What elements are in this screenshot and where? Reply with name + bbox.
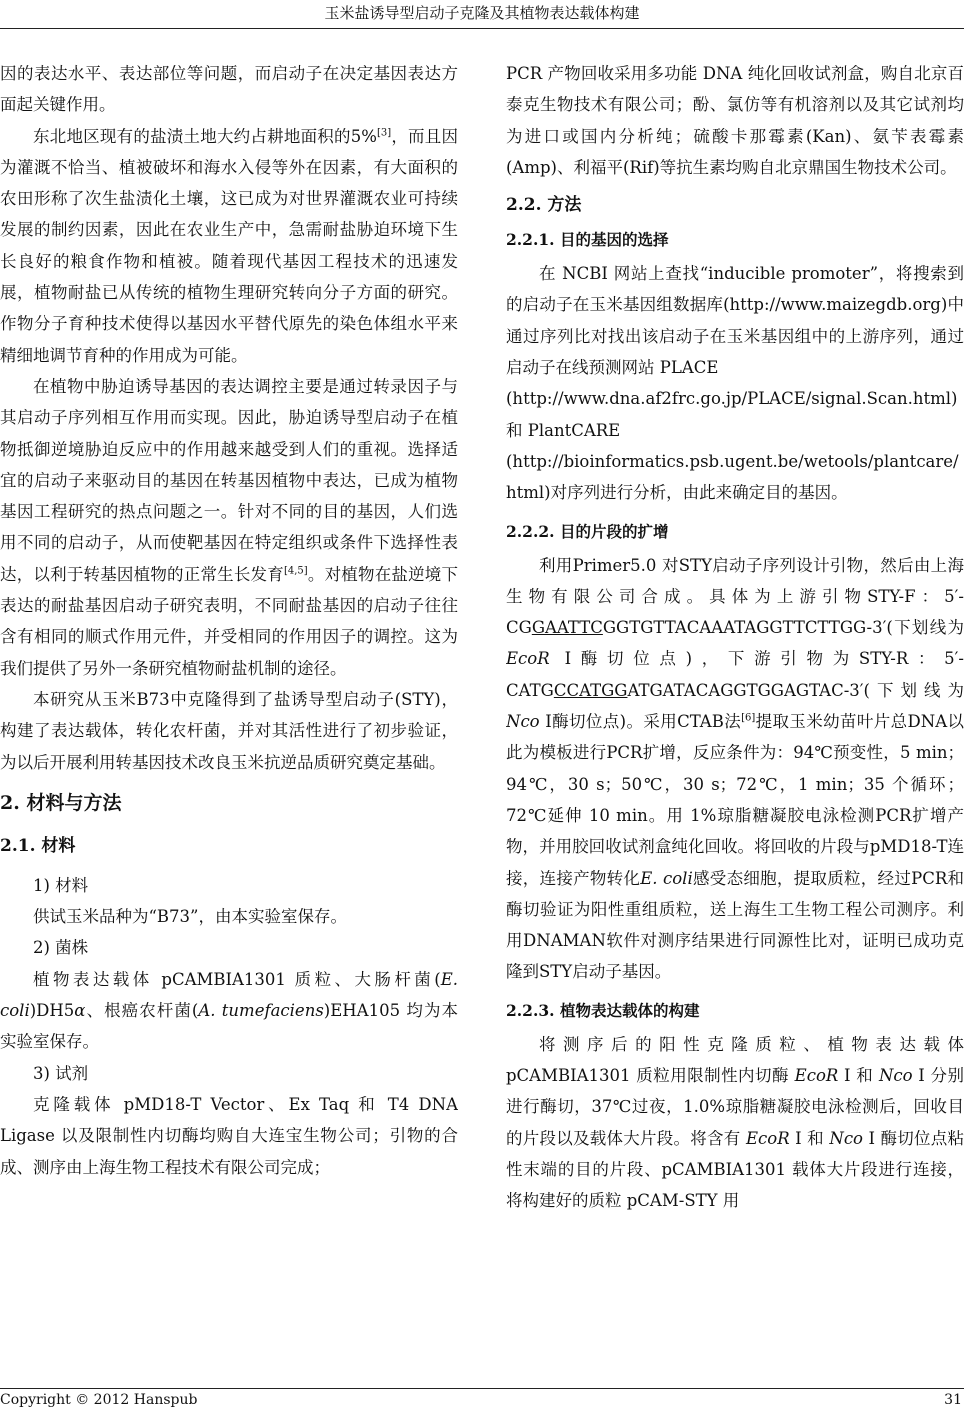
enzyme-name: Nco bbox=[506, 712, 540, 732]
restriction-site: CCATGG bbox=[553, 680, 628, 700]
text-run: 、根癌农杆菌( bbox=[85, 1001, 199, 1021]
section-heading: 2. 材料与方法 bbox=[0, 791, 122, 814]
symbol: α bbox=[74, 1001, 86, 1021]
paragraph bbox=[0, 964, 458, 1058]
species-name: E. coli bbox=[0, 969, 458, 1021]
left-column bbox=[0, 58, 458, 1358]
url-link[interactable]: (http://bioinformatics.psb.ugent.be/wetools/plantcare/html) bbox=[506, 451, 959, 503]
text-run: I 酶切位点粘性末端的目的片段、pCAMBIA1301 载体大片段进行连接，将构建好的质粒 pCAM-STY 用 bbox=[506, 1128, 964, 1211]
list-item-label: 2) 菌株 bbox=[33, 938, 89, 958]
subsubsection-heading: 2.2.3. 植物表达载体的构建 bbox=[506, 1000, 700, 1020]
text-run: 感受态细胞，提取质粒，经过PCR和酶切验证为阳性重组质粒，送上海生工生物工程公司测序。利用DNAMAN软件对测序结果进行同源性比对，证明已成功克隆到STY启动子基因。 bbox=[506, 868, 964, 982]
text-run: )EHA105 均为本实验室保存。 bbox=[0, 1001, 458, 1052]
right-column bbox=[506, 58, 964, 1358]
text-run: 东北地区现有的盐渍土地大约占耕地面积的5% bbox=[33, 126, 377, 146]
text-run: I 和 bbox=[789, 1128, 830, 1148]
species-name: A. tumefaciens bbox=[198, 1001, 324, 1021]
url-link[interactable]: (http://www.maizegdb.org) bbox=[723, 295, 948, 315]
paragraph bbox=[0, 371, 458, 684]
text-run: I 和 bbox=[838, 1066, 879, 1086]
text-run: 将测序后的阳性克隆质粒、植物表达载体 pCAMBIA1301 质粒用限制性内切酶 bbox=[506, 1034, 964, 1086]
enzyme-name: EcoR bbox=[745, 1128, 790, 1148]
paragraph: 供试玉米品种为“B73”，由本实验室保存。 bbox=[33, 907, 347, 927]
text-run: 对序列进行分析，由此来确定目的基因。 bbox=[550, 483, 848, 503]
text-run: GGTGTTACAAATAGGTTCTTGG-3′(下划线为 bbox=[602, 618, 964, 638]
restriction-site: GAATTC bbox=[531, 618, 603, 638]
species-name: E. coli bbox=[640, 868, 693, 888]
paragraph bbox=[506, 1029, 964, 1217]
subsubsection-heading: 2.2.2. 目的片段的扩增 bbox=[506, 521, 669, 541]
text-run: I酶切位点)，下游引物为STY-R：5′-CATG bbox=[506, 649, 964, 700]
text-run: ，而且因为灌溉不恰当、植被破坏和海水入侵等外在因素，有大面积的农田形称了次生盐渍化土壤，这已成为对世界灌溉农业可持续发展的制约因素，因此在农业生产中，急需耐盐胁迫环境下生长良好的粮食作物和植被。随着现代基因工程技术的迅速发展，植物耐盐已从传统的植物生理研究转向分子方面的研究。作物分子育种技术使得以基因水平替代原先的染色体组水平来精细地调节育种的作用成为可能。 bbox=[0, 126, 458, 365]
url-link[interactable]: (http://www.dna.af2frc.go.jp/PLACE/signal.Scan.html) bbox=[506, 389, 958, 409]
subsection-heading: 2.2. 方法 bbox=[506, 195, 582, 216]
text-run: I酶切位点)。采用CTAB法 bbox=[539, 712, 742, 732]
paragraph bbox=[0, 121, 458, 371]
paragraph: 本研究从玉米B73中克隆得到了盐诱导型启动子(STY)，构建了表达载体，转化农杆菌，并对其活性进行了初步验证，为以后开展利用转基因技术改良玉米抗逆品质研究奠定基础。 bbox=[0, 689, 458, 772]
text-run: 提取玉米幼苗叶片总DNA以此为模板进行PCR扩增，反应条件为：94℃预变性，5 min；94℃，30 s；50℃，30 s；72℃，1 min；35 个循环；72℃延伸 10 min。用 1%琼脂糖凝胶电泳检测PCR扩增产物，并用胶回收试剂盒纯化回收。将回收的片段与pMD18-T连接，连接产物转化 bbox=[506, 712, 964, 888]
paragraph bbox=[506, 550, 964, 988]
paragraph: 因的表达水平、表达部位等问题，而启动子在决定基因表达方面起关键作用。 bbox=[0, 64, 458, 115]
enzyme-name: Nco bbox=[829, 1128, 863, 1148]
enzyme-name: Nco bbox=[878, 1066, 913, 1086]
list-item-label: 1) 材料 bbox=[33, 875, 89, 895]
text-run: 在植物中胁迫诱导基因的表达调控主要是通过转录因子与其启动子序列相互作用而实现。因此，胁迫诱导型启动子在植物抵御逆境胁迫反应中的作用越来越受到人们的重视。选择适宜的启动子来驱动目的基因在转基因植物中表达，已成为植物基因工程研究的热点问题之一。针对不同的目的基因，人们选用不同的启动子，从而使靶基因在特定组织或条件下选择性表达，以利于转基因植物的正常生长发育 bbox=[0, 376, 458, 584]
citation[interactable]: [3] bbox=[376, 127, 392, 139]
text-run: 在 NCBI 网站上查找“inducible promoter”，将搜索到的启动子在玉米基因组数据库 bbox=[506, 264, 964, 315]
footer-rule bbox=[0, 1388, 964, 1389]
text-run: 利用Primer5.0 对STY启动子序列设计引物，然后由上海生物有限公司合成。具体为上游引物STY-F：5′-CG bbox=[506, 555, 964, 638]
text-run: 中通过序列比对找出该启动子在玉米基因组中的上游序列，通过启动子在线预测网站 PLACE bbox=[506, 295, 964, 378]
text-run: ATGATACAGGTGGAGTAC-3′(下划线为 bbox=[627, 680, 964, 700]
text-run: )DH5 bbox=[29, 1001, 75, 1021]
citation[interactable]: [6] bbox=[741, 712, 756, 724]
running-header: 玉米盐诱导型启动子克隆及其植物表达载体构建 bbox=[324, 4, 640, 22]
enzyme-name: EcoR bbox=[506, 649, 550, 669]
text-run: 。对植物在盐逆境下表达的耐盐基因启动子研究表明，不同耐盐基因的启动子往往含有相同的顺式作用元件，并受相同的作用因子的调控。这为我们提供了另外一条研究植物耐盐机制的途径。 bbox=[0, 564, 458, 678]
page-number: 31 bbox=[944, 1392, 962, 1408]
paragraph bbox=[506, 258, 964, 508]
list-item-label: 3) 试剂 bbox=[33, 1063, 89, 1083]
text-run: I 分别进行酶切，37℃过夜，1.0%琼脂糖凝胶电泳检测后，回收目的片段以及载体大片段。将含有 bbox=[506, 1066, 964, 1148]
enzyme-name: EcoR bbox=[794, 1066, 839, 1086]
subsubsection-heading: 2.2.1. 目的基因的选择 bbox=[506, 230, 669, 250]
text-run: 植物表达载体 pCAMBIA1301 质粒、大肠杆菌( bbox=[33, 969, 441, 989]
paragraph: 克隆载体 pMD18-T Vector、Ex Taq 和 T4 DNA Ligase 以及限制性内切酶均购自大连宝生物公司；引物的合成、测序由上海生物工程技术有限公司完成； bbox=[0, 1094, 458, 1177]
citation[interactable]: [4,5] bbox=[283, 565, 308, 577]
copyright-notice: Copyright © 2012 Hanspub bbox=[0, 1392, 198, 1408]
paragraph: PCR 产物回收采用多功能 DNA 纯化回收试剂盒，购自北京百泰克生物技术有限公司；酚、氯仿等有机溶剂以及其它试剂均为进口或国内分析纯；硫酸卡那霉素(Kan)、氨苄表霉素(Amp)、利福平(Rif)等抗生素均购自北京鼎国生物技术公司。 bbox=[506, 64, 964, 177]
header-rule bbox=[0, 28, 964, 29]
subsection-heading: 2.1. 材料 bbox=[0, 835, 76, 856]
text-run: 和 PlantCARE bbox=[506, 420, 621, 440]
